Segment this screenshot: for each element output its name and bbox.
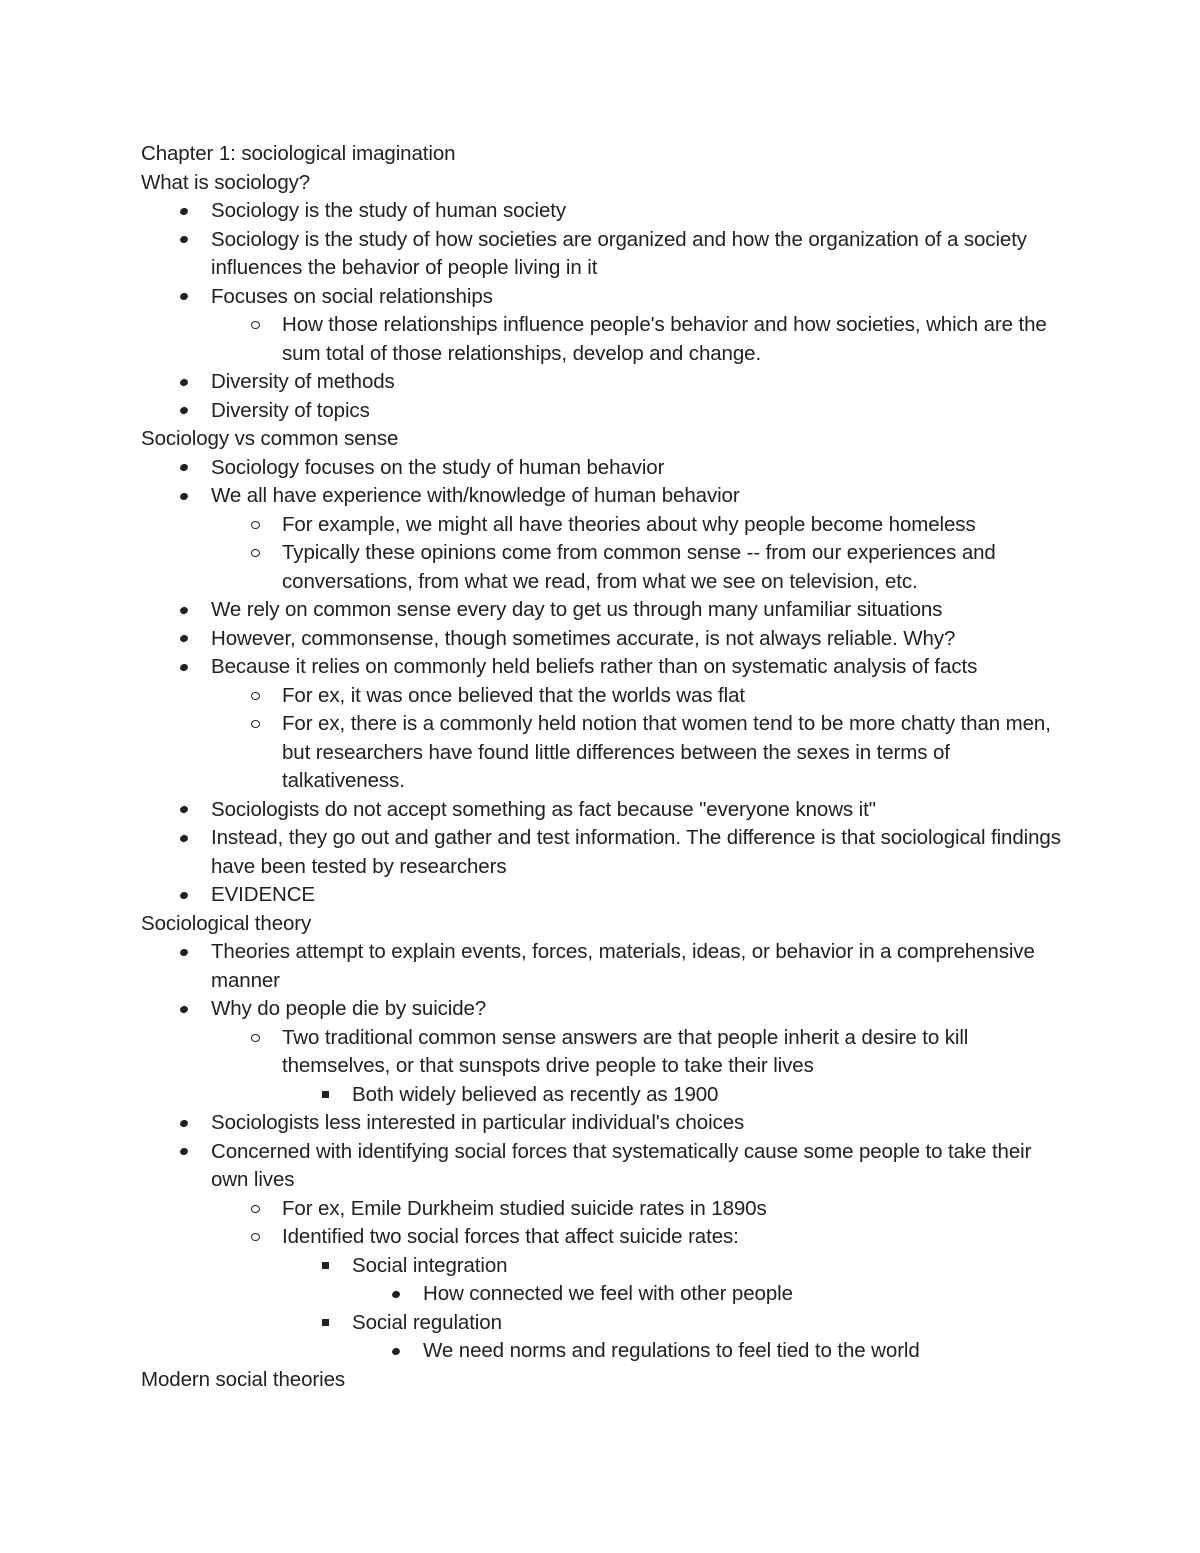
list-item	[141, 881, 1061, 910]
disc-bullet-icon	[177, 1138, 191, 1167]
list-item-text: Sociology focuses on the study of human behavior	[211, 455, 665, 479]
square-bullet-icon	[318, 1252, 332, 1281]
list-item	[141, 796, 1061, 825]
list-item-text: Theories attempt to explain events, forces, materials, ideas, or behavior in a comprehensive manner	[211, 940, 1035, 992]
list-item	[141, 995, 1061, 1024]
list-item	[141, 1081, 1061, 1110]
circle-bullet-icon	[248, 1195, 262, 1224]
list-item-text: For ex, it was once believed that the worlds was flat	[282, 683, 746, 707]
bullet-list	[141, 197, 1061, 425]
disc-bullet-icon	[177, 1109, 191, 1138]
list-item	[141, 311, 1061, 368]
list-item	[141, 710, 1061, 796]
list-item	[141, 1138, 1061, 1195]
list-item-text: Sociology is the study of how societies are organized and how the organization of a society influences the behavior of people living in it	[211, 227, 1027, 279]
list-item-text: We need norms and regulations to feel tied to the world	[423, 1339, 920, 1362]
list-item-text: Diversity of methods	[211, 370, 395, 393]
list-item	[141, 625, 1061, 654]
list-item-text: However, commonsense, though sometimes accurate, is not always reliable. Why?	[211, 626, 956, 650]
list-item	[141, 197, 1061, 226]
list-item-text: Focuses on social relationships	[211, 284, 493, 308]
list-item-text: For example, we might all have theories about why people become homeless	[282, 512, 976, 536]
list-item-text: Concerned with identifying social forces that systematically cause some people to take their own lives	[211, 1139, 1032, 1191]
list-item-text: Sociologists less interested in particular individual's choices	[211, 1111, 745, 1134]
circle-bullet-icon	[248, 682, 262, 711]
disc-bullet-icon	[177, 397, 191, 426]
list-item-text: Two traditional common sense answers are that people inherit a desire to kill themselves, or that sunspots drive people to take their lives	[282, 1025, 969, 1077]
disc-bullet-icon	[177, 938, 191, 967]
list-item-text: We all have experience with/knowledge of human behavior	[211, 484, 740, 507]
list-item-text: Social regulation	[352, 1310, 502, 1334]
list-item	[141, 539, 1061, 596]
section-heading: Modern social theories	[141, 1367, 346, 1391]
square-bullet-icon	[318, 1309, 332, 1338]
list-item-text: For ex, there is a commonly held notion that women tend to be more chatty than men, but researchers have found little differences between the sexes in terms of talkativeness.	[282, 712, 1051, 792]
bullet-list	[141, 454, 1061, 910]
disc-bullet-icon	[177, 596, 191, 625]
disc-bullet-icon	[177, 226, 191, 255]
list-item-text: Both widely believed as recently as 1900	[352, 1082, 719, 1106]
list-item	[141, 283, 1061, 312]
disc-bullet-icon	[177, 197, 191, 226]
disc-bullet-icon	[177, 625, 191, 654]
section-heading: Sociological theory	[141, 911, 312, 935]
disc-bullet-icon	[177, 881, 191, 910]
disc-bullet-icon	[177, 653, 191, 682]
list-item	[141, 368, 1061, 397]
list-item	[141, 1252, 1061, 1281]
disc-bullet-icon	[177, 796, 191, 825]
list-item-text: Diversity of topics	[211, 398, 370, 422]
circle-bullet-icon	[248, 1024, 262, 1053]
list-item	[141, 397, 1061, 426]
list-item-text: Typically these opinions come from common sense -- from our experiences and conversations, from what we read, from what we see on television, etc.	[282, 541, 996, 593]
list-item	[141, 938, 1061, 995]
section-heading: Sociology vs common sense	[141, 427, 399, 450]
list-item-text: How connected we feel with other people	[423, 1282, 793, 1305]
bullet-list	[141, 938, 1061, 1366]
disc-bullet-icon	[389, 1337, 403, 1366]
list-item	[141, 1337, 1061, 1366]
list-item	[141, 1109, 1061, 1138]
notes-content	[141, 140, 1061, 1394]
list-item	[141, 653, 1061, 682]
circle-bullet-icon	[248, 1223, 262, 1252]
list-item	[141, 511, 1061, 540]
disc-bullet-icon	[389, 1280, 403, 1309]
section-heading: Chapter 1: sociological imagination	[141, 142, 456, 165]
list-item	[141, 1309, 1061, 1338]
disc-bullet-icon	[177, 283, 191, 312]
section-heading: What is sociology?	[141, 170, 311, 194]
list-item	[141, 1195, 1061, 1224]
disc-bullet-icon	[177, 995, 191, 1024]
list-item-text: Instead, they go out and gather and test information. The difference is that sociological findings have been tested by researchers	[211, 826, 1061, 878]
list-item	[141, 1280, 1061, 1309]
list-item	[141, 682, 1061, 711]
list-item-text: EVIDENCE	[211, 883, 316, 906]
circle-bullet-icon	[248, 539, 262, 568]
list-item	[141, 482, 1061, 511]
list-item-text: Sociology is the study of human society	[211, 199, 567, 222]
list-item-text: For ex, Emile Durkheim studied suicide rates in 1890s	[282, 1196, 767, 1220]
disc-bullet-icon	[177, 482, 191, 511]
list-item-text: Why do people die by suicide?	[211, 997, 487, 1020]
disc-bullet-icon	[177, 368, 191, 397]
list-item	[141, 1223, 1061, 1252]
list-item	[141, 1024, 1061, 1081]
disc-bullet-icon	[177, 454, 191, 483]
list-item	[141, 454, 1061, 483]
list-item-text: Identified two social forces that affect suicide rates:	[282, 1225, 739, 1248]
list-item-text: Social integration	[352, 1253, 508, 1277]
circle-bullet-icon	[248, 511, 262, 540]
circle-bullet-icon	[248, 710, 262, 739]
list-item	[141, 596, 1061, 625]
list-item-text: Sociologists do not accept something as fact because "everyone knows it"	[211, 797, 876, 821]
list-item	[141, 824, 1061, 881]
list-item-text: Because it relies on commonly held beliefs rather than on systematic analysis of facts	[211, 655, 978, 678]
square-bullet-icon	[318, 1081, 332, 1110]
list-item-text: We rely on common sense every day to get us through many unfamiliar situations	[211, 598, 943, 621]
circle-bullet-icon	[248, 311, 262, 340]
disc-bullet-icon	[177, 824, 191, 853]
list-item-text: How those relationships influence people's behavior and how societies, which are the sum total of those relationships, develop and change.	[282, 313, 1047, 365]
list-item	[141, 226, 1061, 283]
